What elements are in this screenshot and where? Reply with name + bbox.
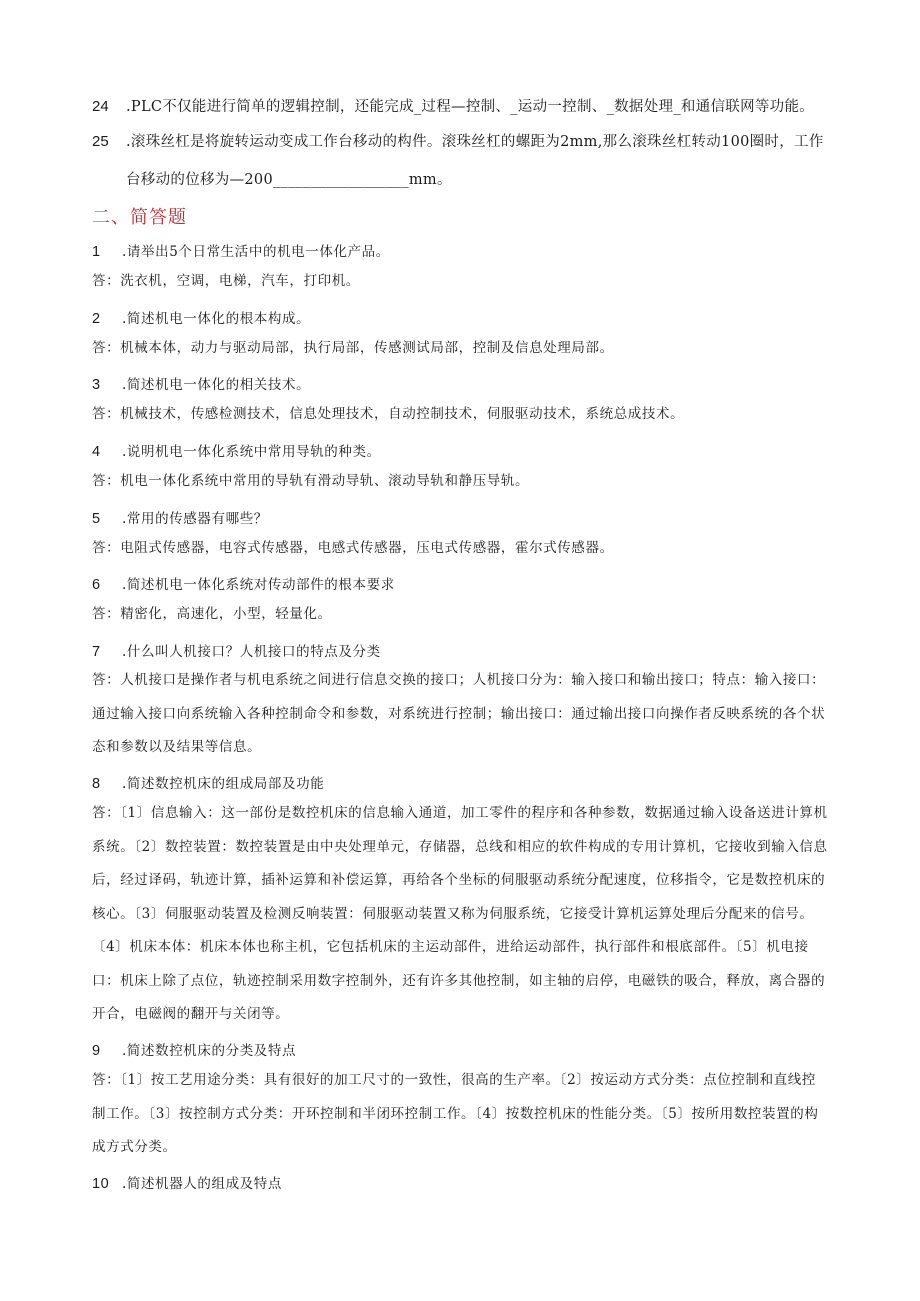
question-text: .简述机电一体化的根本构成。 [122,311,311,327]
question-number: 6 [92,577,101,593]
question-5 [92,507,830,527]
answer-1: 答：洗衣机，空调，电梯，汽车，打印机。 [92,273,360,289]
question-text: .简述机电一体化系统对传动部件的根本要求 [122,577,395,593]
question-4 [92,440,830,460]
question-text: .说明机电一体化系统中常用导轨的种类。 [122,444,381,460]
question-6 [92,573,830,593]
question-number: 7 [92,644,101,660]
answer-8: 答：〔1〕信息输入：这一部份是数控机床的信息输入通道，加工零件的程序和各种参数，数据通过输入设备送进计算机系统。〔2〕数控装置：数控装置是由中央处理单元，存储器，总线和相应的软件构成的专用计算机，它接收到输入信息后，经过译码，轨迹计算，插补运算和补偿运算，再给各个坐标的伺服驱动系统分配速度，位移指令，它是数控机床的核心。〔3〕伺服驱动装置及检测反响装置：伺服驱动装置又称为伺服系统，它接受计算机运算处理后分配来的信号。〔4〕机床本体：机床本体也称主机，它包括机床的主运动部件，进给运动部件，执行部件和根底部件。〔5〕机电接口：机床上除了点位，轨迹控制采用数字控制外，还有许多其他控制，如主轴的启停，电磁铁的吸合，释放，离合器的开合，电磁阀的翻开与关闭等。 [92,805,828,1022]
item-text-continued: 台移动的位移为—200__________________mm。 [126,172,452,188]
fill-item-25 [92,125,832,197]
question-text: .请举出5个日常生活中的机电一体化产品。 [122,244,390,260]
item-text: .PLC不仅能进行简单的逻辑控制，还能完成_过程—控制、_运动一控制、_数据处理_和通信联网等功能。 [126,99,815,115]
question-number: 1 [92,244,101,260]
question-2 [92,307,830,327]
question-text: .常用的传感器有哪些？ [122,511,268,527]
question-number: 3 [92,377,101,393]
item-number: 25 [92,133,109,150]
question-number: 8 [92,776,101,792]
answer-2: 答：机械本体，动力与驱动局部，执行局部，传感测试局部，控制及信息处理局部。 [92,340,614,356]
question-3 [92,373,830,393]
section-title: 二、简答题 [92,207,187,228]
fill-item-24 [92,90,832,124]
question-number: 2 [92,311,101,327]
answer-6: 答：精密化，高速化，小型，轻量化。 [92,606,332,622]
answer-3: 答：机械技术，传感检测技术，信息处理技术，自动控制技术，伺服驱动技术，系统总成技术。 [92,406,685,422]
question-1 [92,240,830,260]
question-text: .什么叫人机接口？人机接口的特点及分类 [122,644,381,660]
question-text: .简述机电一体化的相关技术。 [122,377,311,393]
question-number: 9 [92,1043,101,1059]
answer-9: 答：〔1〕按工艺用途分类：具有很好的加工尺寸的一致性，很高的生产率。〔2〕按运动方式分类：点位控制和直线控制工作。〔3〕按控制方式分类：开环控制和半闭环控制工作。〔4〕按数控机床的性能分类。〔5〕按所用数控装置的构成方式分类。 [92,1072,819,1155]
answer-4: 答：机电一体化系统中常用的导轨有滑动导轨、滚动导轨和静压导轨。 [92,473,530,489]
question-number: 10 [92,1176,110,1192]
question-text: .简述机器人的组成及特点 [122,1176,282,1192]
question-number: 5 [92,511,101,527]
question-text: .简述数控机床的组成局部及功能 [122,776,325,792]
question-7 [92,640,830,660]
question-8 [92,772,830,792]
question-text: .简述数控机床的分类及特点 [122,1043,297,1059]
answer-7: 答：人机接口是操作者与机电系统之间进行信息交换的接口；人机接口分为：输入接口和输出接口；特点：输入接口：通过输入接口向系统输入各种控制命令和参数，对系统进行控制；输出接口：通过输出接口向操作者反映系统的各个状态和参数以及结果等信息。 [92,672,826,755]
question-9 [92,1039,830,1059]
answer-5: 答：电阻式传感器，电容式传感器，电感式传感器，压电式传感器，霍尔式传感器。 [92,540,614,556]
question-10 [92,1172,830,1192]
item-text: .滚珠丝杠是将旋转运动变成工作台移动的构件。滚珠丝杠的螺距为2mm,那么滚珠丝杠转动100圈时，工作 [126,134,824,150]
item-number: 24 [92,98,109,115]
question-number: 4 [92,444,101,460]
